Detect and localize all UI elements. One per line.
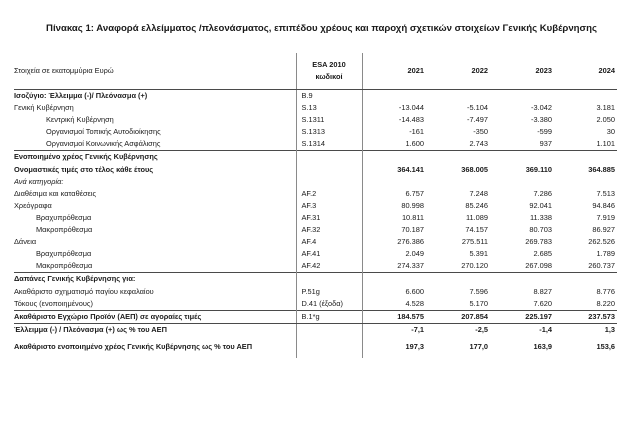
header-year: 2023 (490, 53, 554, 90)
table-row (14, 151, 617, 164)
table-title: Πίνακας 1: Αναφορά ελλείμματος /πλεονάσματος, επιπέδου χρέους και παροχή σχετικών στοιχείων Γενικής Κυβέρνησης (46, 23, 597, 34)
row-value: 74.157 (465, 225, 488, 235)
row-value: -161 (409, 127, 424, 137)
row-esa-code: B.9 (296, 90, 362, 103)
row-label: Μακροπρόθεσμα (36, 261, 93, 271)
row-value (490, 273, 554, 286)
header-year: 2022 (426, 53, 490, 90)
row-value: -3.042 (531, 103, 552, 113)
row-value: 369.110 (525, 164, 552, 174)
row-label: Διαθέσιμα και καταθέσεις (14, 188, 97, 198)
row-value: 8.220 (596, 298, 615, 308)
row-value: 1.789 (596, 249, 615, 259)
row-esa-code (296, 336, 362, 358)
row-value: 276.386 (397, 237, 424, 247)
row-value: -13.044 (398, 103, 424, 113)
row-esa-code: AF.3 (296, 200, 362, 212)
row-value (426, 90, 490, 103)
row-value (426, 176, 490, 188)
row-esa-code: AF.32 (296, 224, 362, 236)
table-row (14, 236, 617, 248)
table-row (14, 224, 617, 236)
row-value: 270.120 (461, 261, 488, 271)
table-row (14, 310, 617, 323)
row-value (362, 90, 426, 103)
row-value: 6.600 (405, 286, 424, 296)
row-value: 7.596 (469, 286, 488, 296)
row-value (362, 176, 426, 188)
row-value: 1.101 (596, 139, 615, 149)
row-value: 6.757 (405, 188, 424, 198)
row-value: 86.927 (592, 225, 615, 235)
row-value: 92.041 (529, 200, 552, 210)
row-esa-code (296, 323, 362, 336)
row-value: 4.528 (405, 298, 424, 308)
row-value: 7.919 (596, 212, 615, 222)
row-label: Μακροπρόθεσμα (36, 225, 93, 235)
row-value: 207.854 (426, 310, 490, 323)
row-value: 3.181 (596, 103, 615, 113)
row-value: -350 (473, 127, 488, 137)
row-esa-code: AF.42 (296, 260, 362, 273)
row-value: 11.089 (465, 212, 488, 222)
row-label: Βραχυπρόθεσμα (36, 212, 92, 222)
row-value (490, 176, 554, 188)
row-esa-code: AF.41 (296, 248, 362, 260)
row-value (554, 90, 617, 103)
row-esa-code (296, 151, 362, 164)
row-value (554, 176, 617, 188)
table-row (14, 212, 617, 224)
row-value: 11.338 (529, 212, 552, 222)
row-label: Βραχυπρόθεσμα (36, 249, 92, 259)
row-value (426, 273, 490, 286)
table-row (14, 336, 617, 358)
table-row (14, 138, 617, 151)
row-value: 937 (539, 139, 552, 149)
header-year: 2021 (362, 53, 426, 90)
row-value: 1.600 (405, 139, 424, 149)
table-row (14, 102, 617, 114)
row-esa-code (296, 164, 362, 176)
row-label: Έλλειμμα (-) / Πλεόνασμα (+) ως % του ΑΕΠ (14, 324, 167, 334)
table-row (14, 248, 617, 260)
row-value: -14.483 (398, 115, 424, 125)
row-value: 163,9 (533, 341, 552, 351)
table-row (14, 298, 617, 311)
row-label: Ισοζύγιο: Έλλειμμα (-)/ Πλεόνασμα (+) (14, 90, 296, 103)
row-esa-code: S.1313 (296, 126, 362, 138)
row-esa-code: AF.4 (296, 236, 362, 248)
row-esa-code: AF.31 (296, 212, 362, 224)
row-label: Κεντρική Κυβέρνηση (46, 115, 114, 125)
row-label: Δαπάνες Γενικής Κυβέρνησης για: (14, 273, 296, 286)
row-value: 267.098 (525, 261, 552, 271)
row-value: 184.575 (362, 310, 426, 323)
row-esa-code: S.1314 (296, 138, 362, 151)
row-esa-code: P.51g (296, 286, 362, 298)
row-value (554, 151, 617, 164)
row-value: 153,6 (596, 341, 615, 351)
row-value: 5.170 (469, 298, 488, 308)
row-label: Γενική Κυβέρνηση (14, 103, 74, 113)
row-esa-code: S.1311 (296, 114, 362, 126)
row-value: 1,3 (604, 324, 615, 334)
row-value: 260.737 (588, 261, 615, 271)
table-row (14, 323, 617, 336)
row-esa-code: D.41 (έξοδα) (296, 298, 362, 311)
row-value: 275.511 (461, 237, 488, 247)
row-value: 7.286 (533, 188, 552, 198)
row-value: 8.827 (533, 286, 552, 296)
row-esa-code: S.13 (296, 102, 362, 114)
header-year: 2024 (554, 53, 617, 90)
row-value (554, 273, 617, 286)
row-value: 80.703 (529, 225, 552, 235)
row-value (490, 90, 554, 103)
row-label: Ονομαστικές τιμές στο τέλος κάθε έτους (14, 164, 154, 174)
table-row (14, 286, 617, 298)
header-label: Στοιχεία σε εκατομμύρια Ευρώ (14, 53, 296, 90)
row-value: 85.246 (465, 200, 488, 210)
row-esa-code: AF.2 (296, 188, 362, 200)
table-row (14, 114, 617, 126)
row-value (490, 151, 554, 164)
table-row (14, 126, 617, 138)
row-value: 177,0 (469, 341, 488, 351)
row-value: 2.050 (596, 115, 615, 125)
table-row (14, 164, 617, 176)
row-value: 7.620 (533, 298, 552, 308)
row-esa-code (296, 176, 362, 188)
row-label: Οργανισμοί Τοπικής Αυτοδιοίκησης (46, 127, 161, 137)
row-value: 80.998 (401, 200, 424, 210)
row-value: 94.846 (592, 200, 615, 210)
row-value: 8.776 (596, 286, 615, 296)
row-value: -3.380 (531, 115, 552, 125)
row-value: -7.497 (467, 115, 488, 125)
row-value (362, 151, 426, 164)
header-esa-code: ESA 2010 κωδικοί (296, 53, 362, 90)
row-esa-code (296, 273, 362, 286)
row-label: Ενοποιημένο χρέος Γενικής Κυβέρνησης (14, 151, 296, 164)
row-value (426, 151, 490, 164)
row-label: Ακαθάριστο σχηματισμό παγίου κεφαλαίου (14, 286, 154, 296)
row-value: 269.783 (525, 237, 552, 247)
row-value: 5.391 (469, 249, 488, 259)
row-value: -599 (537, 127, 552, 137)
row-value: 237.573 (554, 310, 617, 323)
row-value: 262.526 (588, 237, 615, 247)
row-label: Δάνεια (14, 237, 37, 247)
row-value: 2.685 (533, 249, 552, 259)
row-value: 70.187 (401, 225, 424, 235)
row-value: 2.743 (469, 139, 488, 149)
fiscal-data-table (14, 53, 617, 358)
row-label: Οργανισμοί Κοινωνικής Ασφάλισης (46, 139, 161, 149)
row-label: Ανά κατηγορία: (14, 176, 64, 186)
row-value: 225.197 (490, 310, 554, 323)
row-label: Τόκους (ενοποιημένους) (14, 298, 93, 308)
row-value: -2,5 (475, 324, 488, 334)
row-value: 364.885 (588, 164, 615, 174)
table-row (14, 200, 617, 212)
table-row (14, 176, 617, 188)
row-value: 2.049 (405, 249, 424, 259)
table-row (14, 273, 617, 286)
row-value: 30 (606, 127, 615, 137)
row-esa-code: B.1*g (296, 310, 362, 323)
table-header-row (14, 53, 617, 90)
row-value (362, 273, 426, 286)
row-label: Ακαθάριστο ενοποιημένο χρέος Γενικής Κυβέρνησης ως % του ΑΕΠ (14, 341, 253, 351)
row-value: -7,1 (411, 324, 424, 334)
row-label: Ακαθάριστο Εγχώριο Προϊόν (ΑΕΠ) σε αγοραίες τιμές (14, 310, 296, 323)
row-value: 274.337 (397, 261, 424, 271)
row-value: -5.104 (467, 103, 488, 113)
row-value: -1,4 (539, 324, 552, 334)
row-value: 364.141 (397, 164, 424, 174)
table-row (14, 188, 617, 200)
row-value: 7.248 (469, 188, 488, 198)
row-value: 197,3 (405, 341, 424, 351)
row-value: 368.005 (461, 164, 488, 174)
row-value: 7.513 (596, 188, 615, 198)
table-row (14, 90, 617, 103)
table-row (14, 260, 617, 273)
row-value: 10.811 (401, 212, 424, 222)
row-label: Χρεόγραφα (14, 200, 52, 210)
